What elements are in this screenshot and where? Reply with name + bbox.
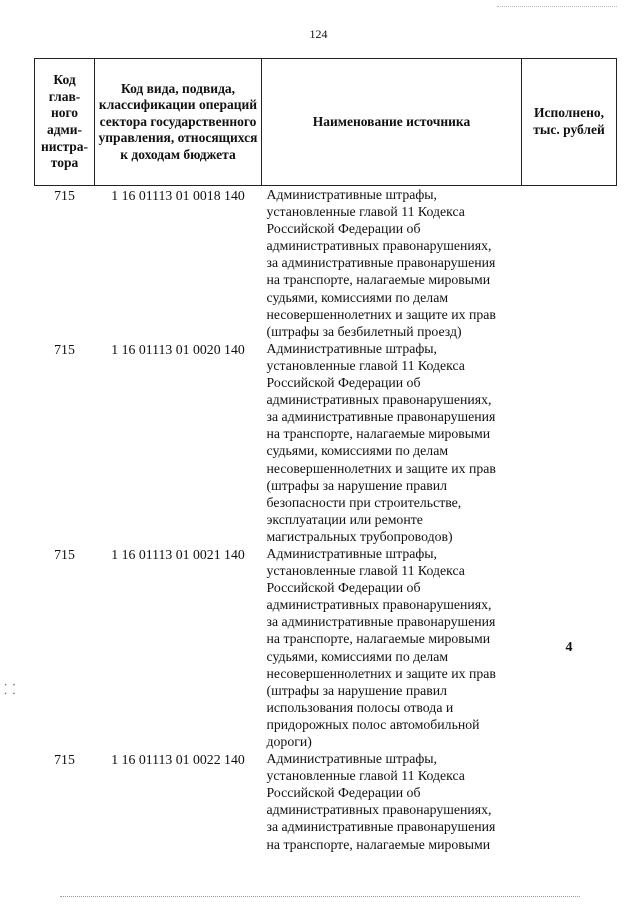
executed-amount-cell xyxy=(522,340,617,545)
executed-amount-cell xyxy=(522,750,617,853)
table-row xyxy=(35,340,617,545)
source-name-line: Административные штрафы, xyxy=(266,545,438,561)
source-name-line: на транспорте, налагаемые мировыми xyxy=(266,836,491,852)
source-name-cell xyxy=(262,340,522,545)
scan-artifact-bottom xyxy=(60,896,580,897)
source-name-cell xyxy=(262,750,522,853)
admin-code-cell: 715 xyxy=(54,341,75,357)
source-name-line: Российской Федерации об xyxy=(266,375,421,391)
source-name-line: на транспорте, налагаемые мировыми xyxy=(266,631,491,647)
classification-code-cell: 1 16 01113 01 0020 140 xyxy=(111,341,245,357)
table-header-row xyxy=(35,59,617,186)
scan-artifact-mark: ⸬ xyxy=(4,683,16,698)
classification-code-cell: 1 16 01113 01 0021 140 xyxy=(111,546,245,562)
source-name-line: за административные правонарушения xyxy=(266,819,496,835)
source-name-line: на транспорте, налагаемые мировыми xyxy=(266,272,491,288)
source-name-line: за административные правонарушения xyxy=(266,255,496,271)
table-row xyxy=(35,750,617,853)
source-name-cell xyxy=(262,186,522,340)
source-name-line: за административные правонарушения xyxy=(266,409,496,425)
header-source-name: Наименование источника xyxy=(262,59,522,186)
revenue-table xyxy=(34,58,617,853)
source-name-line: Российской Федерации об xyxy=(266,785,421,801)
source-name-line: административных правонарушениях, xyxy=(266,392,492,408)
source-name-cell xyxy=(262,545,522,750)
executed-amount-cell xyxy=(522,186,617,340)
source-name-line: использования полосы отвода и xyxy=(266,699,454,715)
source-name-line: административных правонарушениях, xyxy=(266,802,492,818)
source-name-line: Российской Федерации об xyxy=(266,221,421,237)
source-name-line: придорожных полос автомобильной xyxy=(266,716,480,732)
source-name-line: (штрафы за нарушение правил xyxy=(266,682,448,698)
source-name-line: судьями, комиссиями по делам xyxy=(266,648,449,664)
source-name-line: (штрафы за безбилетный проезд) xyxy=(266,323,462,339)
source-name-line: несовершеннолетних и защите их прав xyxy=(266,665,496,681)
source-name-line: административных правонарушениях, xyxy=(266,597,492,613)
source-name-line: Административные штрафы, xyxy=(266,340,438,356)
classification-code-cell: 1 16 01113 01 0018 140 xyxy=(111,188,245,203)
source-name-line: Административные штрафы, xyxy=(266,751,438,767)
source-name-line: судьями, комиссиями по делам xyxy=(266,289,449,305)
source-name-line: (штрафы за нарушение правил xyxy=(266,477,448,493)
page-number: 124 xyxy=(309,27,328,41)
source-name-line: судьями, комиссиями по делам xyxy=(266,443,449,459)
scan-artifact-top xyxy=(497,6,617,7)
header-executed-amount: Исполнено, тыс. рублей xyxy=(522,59,617,186)
table-body xyxy=(35,186,617,853)
header-classification-code: Код вида, подвида, классификации операций сектора государственного управления, относящихся к доходам бюджета xyxy=(95,59,262,186)
source-name-line: на транспорте, налагаемые мировыми xyxy=(266,426,491,442)
source-name-line: магистральных трубопроводов) xyxy=(266,528,453,544)
source-name-line: дороги) xyxy=(266,734,312,749)
executed-amount-cell: 4 xyxy=(565,639,573,655)
admin-code-cell: 715 xyxy=(54,546,75,562)
revenue-table-wrapper xyxy=(34,58,616,853)
table-row xyxy=(35,186,617,340)
source-name-line: установленные главой 11 Кодекса xyxy=(266,563,465,579)
source-name-line: несовершеннолетних и защите их прав xyxy=(266,460,496,476)
classification-code-cell: 1 16 01113 01 0022 140 xyxy=(111,752,245,768)
source-name-line: установленные главой 11 Кодекса xyxy=(266,204,465,220)
source-name-line: установленные главой 11 Кодекса xyxy=(266,768,465,784)
source-name-line: Административные штрафы, xyxy=(266,187,438,202)
source-name-line: эксплуатации или ремонте xyxy=(266,511,423,527)
source-name-line: Российской Федерации об xyxy=(266,580,421,596)
admin-code-cell: 715 xyxy=(54,188,75,203)
table-row xyxy=(35,545,617,750)
source-name-line: административных правонарушениях, xyxy=(266,238,492,254)
source-name-line: за административные правонарушения xyxy=(266,614,496,630)
source-name-line: безопасности при строительстве, xyxy=(266,494,462,510)
source-name-line: несовершеннолетних и защите их прав xyxy=(266,306,496,322)
admin-code-cell: 715 xyxy=(54,752,75,768)
header-admin-code: Код глав-ного адми-нистра-тора xyxy=(35,59,95,186)
source-name-line: установленные главой 11 Кодекса xyxy=(266,357,465,373)
